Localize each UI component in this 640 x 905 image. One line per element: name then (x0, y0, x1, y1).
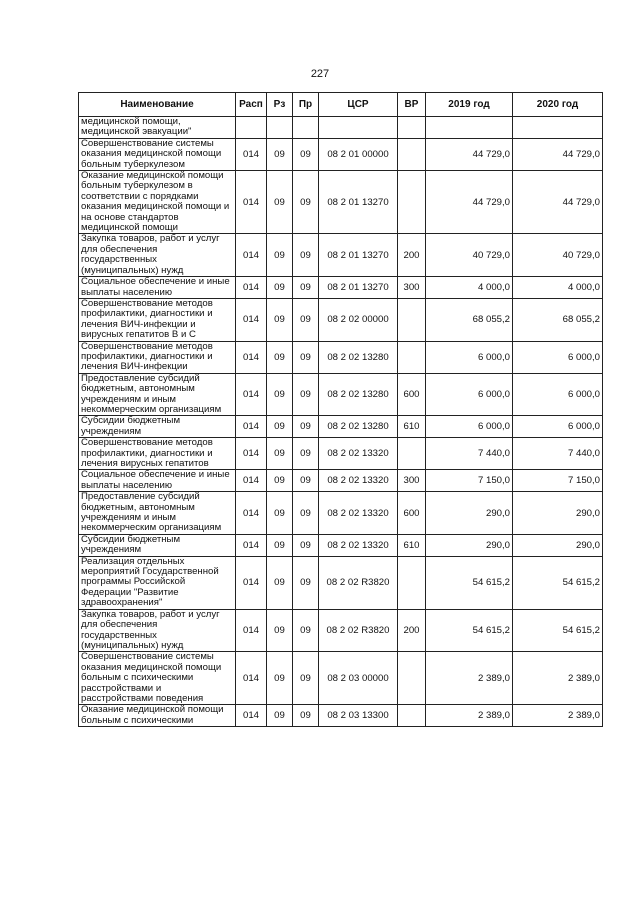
cell-rasp: 014 (236, 277, 267, 299)
cell-rz: 09 (267, 556, 293, 609)
cell-csr: 08 2 02 13280 (319, 416, 398, 438)
cell-name: Закупка товаров, работ и услуг для обеспечения государственных (муниципальных) нужд (79, 609, 236, 652)
cell-name: медицинской помощи, медицинской эвакуации" (79, 117, 236, 139)
cell-name: Субсидии бюджетным учреждениям (79, 534, 236, 556)
cell-csr: 08 2 01 13270 (319, 277, 398, 299)
cell-csr: 08 2 02 R3820 (319, 556, 398, 609)
cell-y2020: 68 055,2 (513, 298, 603, 341)
table-row (79, 298, 603, 341)
cell-y2020 (513, 117, 603, 139)
cell-pr: 09 (293, 171, 319, 234)
cell-csr: 08 2 03 00000 (319, 652, 398, 705)
cell-rasp: 014 (236, 138, 267, 170)
cell-rasp: 014 (236, 341, 267, 373)
cell-vr: 600 (398, 492, 426, 535)
cell-y2019: 7 440,0 (426, 438, 513, 470)
cell-vr (398, 341, 426, 373)
cell-csr: 08 2 01 13270 (319, 171, 398, 234)
cell-name: Оказание медицинской помощи больным с психическими (79, 705, 236, 727)
cell-pr: 09 (293, 705, 319, 727)
cell-vr: 610 (398, 416, 426, 438)
cell-csr (319, 117, 398, 139)
header-vr: ВР (398, 93, 426, 117)
cell-rasp: 014 (236, 705, 267, 727)
cell-rz: 09 (267, 138, 293, 170)
cell-name: Совершенствование системы оказания медицинской помощи больным туберкулезом (79, 138, 236, 170)
cell-pr: 09 (293, 609, 319, 652)
table-row (79, 534, 603, 556)
cell-y2019: 6 000,0 (426, 373, 513, 416)
cell-name: Совершенствование методов профилактики, диагностики и лечения ВИЧ-инфекции и вирусных гепатитов В и С (79, 298, 236, 341)
cell-rasp: 014 (236, 416, 267, 438)
table-row (79, 416, 603, 438)
cell-rz: 09 (267, 234, 293, 277)
cell-vr: 600 (398, 373, 426, 416)
header-name: Наименование (79, 93, 236, 117)
cell-rz: 09 (267, 609, 293, 652)
cell-y2019: 2 389,0 (426, 652, 513, 705)
cell-name: Предоставление субсидий бюджетным, автономным учреждениям и иным некоммерческим организациям (79, 492, 236, 535)
budget-table (78, 92, 603, 727)
cell-pr (293, 117, 319, 139)
table-row (79, 609, 603, 652)
cell-y2019: 40 729,0 (426, 234, 513, 277)
cell-rasp: 014 (236, 652, 267, 705)
cell-pr: 09 (293, 298, 319, 341)
cell-y2020: 2 389,0 (513, 652, 603, 705)
cell-y2020: 7 440,0 (513, 438, 603, 470)
cell-name: Совершенствование методов профилактики, диагностики и лечения вирусных гепатитов (79, 438, 236, 470)
cell-rz: 09 (267, 438, 293, 470)
cell-csr: 08 2 02 13320 (319, 470, 398, 492)
table-body (79, 117, 603, 727)
cell-vr (398, 138, 426, 170)
cell-rasp: 014 (236, 492, 267, 535)
cell-rasp: 014 (236, 171, 267, 234)
cell-rz: 09 (267, 341, 293, 373)
cell-csr: 08 2 02 R3820 (319, 609, 398, 652)
cell-rasp: 014 (236, 234, 267, 277)
cell-rz: 09 (267, 652, 293, 705)
cell-y2019: 54 615,2 (426, 556, 513, 609)
cell-rasp: 014 (236, 438, 267, 470)
cell-y2020: 6 000,0 (513, 373, 603, 416)
table-row (79, 705, 603, 727)
cell-name: Оказание медицинской помощи больным туберкулезом в соответствии с порядками оказания медицинской помощи и на основе стандартов медицинской помощи (79, 171, 236, 234)
cell-vr: 200 (398, 234, 426, 277)
page-number: 227 (310, 68, 330, 80)
table-row (79, 138, 603, 170)
cell-rz: 09 (267, 705, 293, 727)
cell-rz: 09 (267, 373, 293, 416)
cell-vr (398, 556, 426, 609)
cell-y2019: 6 000,0 (426, 341, 513, 373)
table-row (79, 492, 603, 535)
cell-y2019: 44 729,0 (426, 138, 513, 170)
cell-y2020: 2 389,0 (513, 705, 603, 727)
cell-name: Социальное обеспечение и иные выплаты населению (79, 470, 236, 492)
table-row (79, 373, 603, 416)
table-row (79, 652, 603, 705)
cell-rasp: 014 (236, 298, 267, 341)
cell-csr: 08 2 01 00000 (319, 138, 398, 170)
cell-csr: 08 2 02 13320 (319, 492, 398, 535)
cell-name: Реализация отдельных мероприятий Государственной программы Российской Федерации "Развитие здравоохранения" (79, 556, 236, 609)
cell-csr: 08 2 02 13320 (319, 438, 398, 470)
table-row (79, 277, 603, 299)
cell-vr (398, 117, 426, 139)
cell-y2020: 54 615,2 (513, 556, 603, 609)
cell-vr (398, 438, 426, 470)
cell-pr: 09 (293, 652, 319, 705)
cell-y2020: 7 150,0 (513, 470, 603, 492)
cell-y2020: 44 729,0 (513, 138, 603, 170)
cell-rz: 09 (267, 171, 293, 234)
cell-name: Социальное обеспечение и иные выплаты населению (79, 277, 236, 299)
cell-pr: 09 (293, 556, 319, 609)
cell-y2020: 6 000,0 (513, 341, 603, 373)
table-row (79, 171, 603, 234)
table-row (79, 341, 603, 373)
cell-csr: 08 2 02 13320 (319, 534, 398, 556)
cell-name: Закупка товаров, работ и услуг для обеспечения государственных (муниципальных) нужд (79, 234, 236, 277)
cell-y2020: 44 729,0 (513, 171, 603, 234)
cell-pr: 09 (293, 416, 319, 438)
cell-pr: 09 (293, 492, 319, 535)
cell-rz: 09 (267, 277, 293, 299)
cell-pr: 09 (293, 341, 319, 373)
cell-name: Предоставление субсидий бюджетным, автономным учреждениям и иным некоммерческим организациям (79, 373, 236, 416)
cell-name: Совершенствование методов профилактики, диагностики и лечения ВИЧ-инфекции (79, 341, 236, 373)
cell-y2019: 44 729,0 (426, 171, 513, 234)
cell-pr: 09 (293, 138, 319, 170)
cell-y2019: 54 615,2 (426, 609, 513, 652)
cell-csr: 08 2 02 13280 (319, 341, 398, 373)
cell-y2019: 68 055,2 (426, 298, 513, 341)
cell-vr (398, 652, 426, 705)
header-2019: 2019 год (426, 93, 513, 117)
cell-csr: 08 2 02 00000 (319, 298, 398, 341)
cell-name: Субсидии бюджетным учреждениям (79, 416, 236, 438)
cell-pr: 09 (293, 470, 319, 492)
cell-y2020: 4 000,0 (513, 277, 603, 299)
cell-y2019 (426, 117, 513, 139)
cell-pr: 09 (293, 534, 319, 556)
header-row (79, 93, 603, 117)
cell-rz: 09 (267, 298, 293, 341)
cell-y2019: 4 000,0 (426, 277, 513, 299)
cell-vr (398, 298, 426, 341)
cell-pr: 09 (293, 438, 319, 470)
cell-y2020: 6 000,0 (513, 416, 603, 438)
table-row (79, 234, 603, 277)
header-rasp: Расп (236, 93, 267, 117)
cell-y2019: 2 389,0 (426, 705, 513, 727)
cell-y2019: 290,0 (426, 534, 513, 556)
cell-rz: 09 (267, 416, 293, 438)
cell-rasp (236, 117, 267, 139)
cell-y2020: 290,0 (513, 492, 603, 535)
header-csr: ЦСР (319, 93, 398, 117)
table-row (79, 438, 603, 470)
table-row (79, 117, 603, 139)
table-row (79, 470, 603, 492)
cell-vr: 300 (398, 470, 426, 492)
cell-rz: 09 (267, 470, 293, 492)
cell-csr: 08 2 01 13270 (319, 234, 398, 277)
cell-rz (267, 117, 293, 139)
table-row (79, 556, 603, 609)
cell-rz: 09 (267, 492, 293, 535)
cell-rasp: 014 (236, 609, 267, 652)
cell-vr (398, 705, 426, 727)
cell-rasp: 014 (236, 556, 267, 609)
cell-vr: 300 (398, 277, 426, 299)
cell-vr (398, 171, 426, 234)
cell-pr: 09 (293, 373, 319, 416)
cell-rz: 09 (267, 534, 293, 556)
cell-rasp: 014 (236, 534, 267, 556)
cell-pr: 09 (293, 277, 319, 299)
cell-y2019: 290,0 (426, 492, 513, 535)
cell-y2020: 40 729,0 (513, 234, 603, 277)
cell-vr: 610 (398, 534, 426, 556)
cell-vr: 200 (398, 609, 426, 652)
cell-name: Совершенствование системы оказания медицинской помощи больным с психическими расстройствами и расстройствами поведения (79, 652, 236, 705)
cell-csr: 08 2 02 13280 (319, 373, 398, 416)
cell-y2020: 290,0 (513, 534, 603, 556)
header-rz: Рз (267, 93, 293, 117)
cell-csr: 08 2 03 13300 (319, 705, 398, 727)
cell-y2020: 54 615,2 (513, 609, 603, 652)
header-2020: 2020 год (513, 93, 603, 117)
cell-rasp: 014 (236, 373, 267, 416)
cell-rasp: 014 (236, 470, 267, 492)
cell-y2019: 7 150,0 (426, 470, 513, 492)
cell-y2019: 6 000,0 (426, 416, 513, 438)
header-pr: Пр (293, 93, 319, 117)
cell-pr: 09 (293, 234, 319, 277)
